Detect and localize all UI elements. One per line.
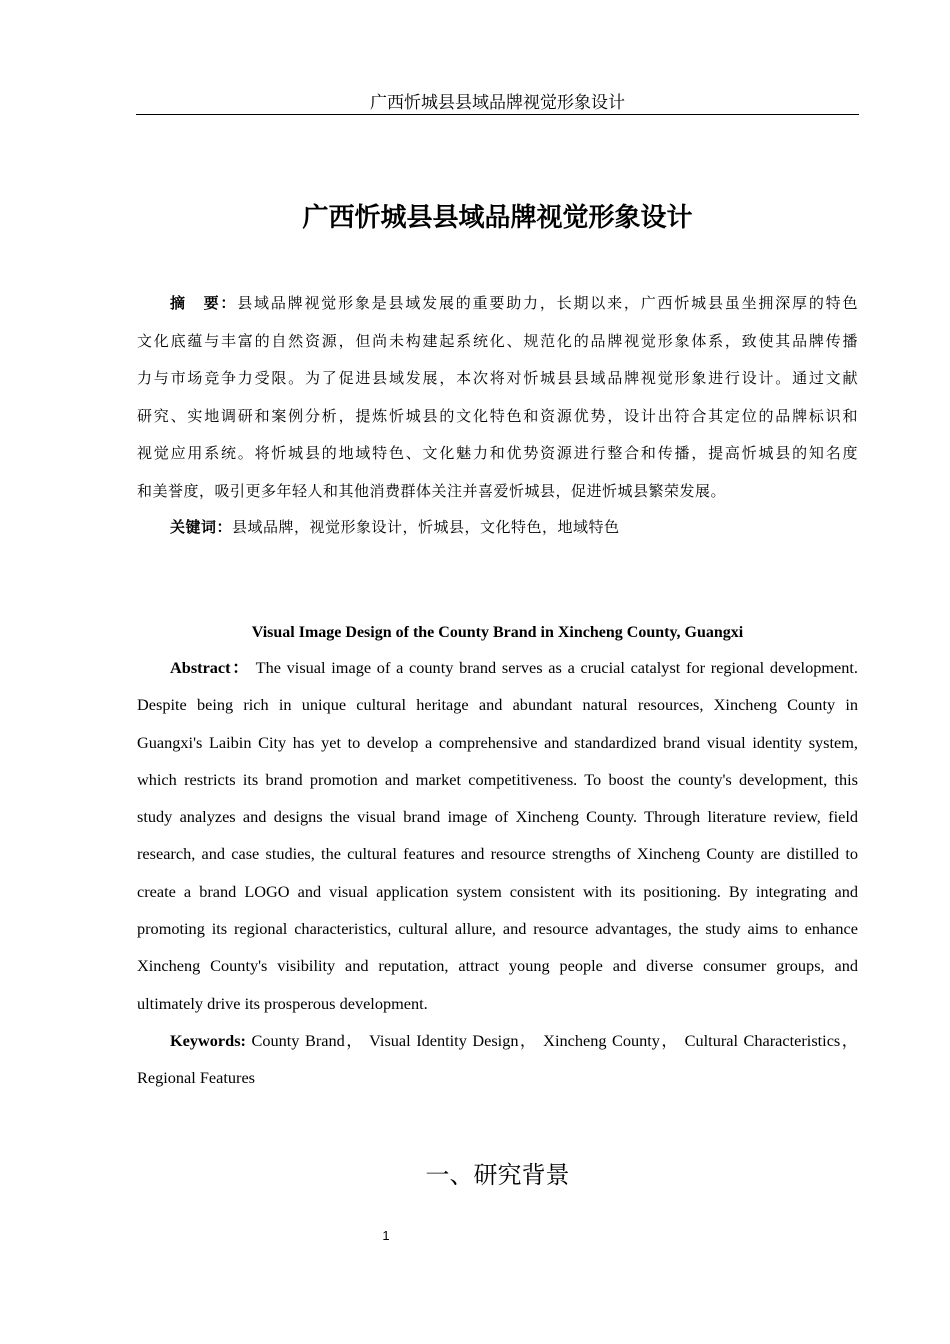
chinese-abstract xyxy=(137,286,858,547)
abstract-line: promoting its regional characteristics, cultural allure, and resource advantages, the study aims to enhance xyxy=(137,919,858,939)
abstract-line: create a brand LOGO and visual application system consistent with its positioning. By integrating and xyxy=(137,881,858,901)
keywords: County Brand， Visual Identity Design， Xincheng County， Cultural Characteristics， xyxy=(245,1030,858,1050)
section-heading: 一、研究背景 xyxy=(425,1161,570,1189)
abstract-line: study analyzes and designs the visual brand image of Xincheng County. Through literature review, field xyxy=(137,807,858,827)
header-rule xyxy=(136,114,859,115)
abstract-line: which restricts its brand promotion and market competitiveness. To boost the county's development, this xyxy=(137,769,858,789)
abstract-line: Guangxi's Laibin City has yet to develop a comprehensive and standardized brand visual identity system, xyxy=(137,732,858,752)
document-title: 广西忻城县县域品牌视觉形象设计 xyxy=(302,203,693,233)
abstract-line: Abstract： The visual image of a county brand serves as a crucial catalyst for regional development. xyxy=(170,658,858,677)
keywords-line xyxy=(137,1022,858,1059)
abstract-line: Xincheng County's visibility and reputation, attract young people and diverse consumer groups, and xyxy=(137,956,858,976)
keywords-line: Regional Features xyxy=(137,1068,256,1088)
abstract-line: 摘 要：县域品牌视觉形象是县域发展的重要助力，长期以来，广西忻城县虽坐拥深厚的特色 xyxy=(170,296,858,312)
abstract-line: 文化底蕴与丰富的自然资源，但尚未构建起系统化、规范化的品牌视觉形象体系，致使其品牌传播 xyxy=(137,333,858,350)
keywords-line xyxy=(137,510,858,548)
keywords: 县域品牌，视觉形象设计，忻城县，文化特色，地域特色 xyxy=(232,519,620,536)
abstract-label: 摘 要： xyxy=(170,296,238,312)
abstract-line: Despite being rich in unique cultural heritage and abundant natural resources, Xincheng County in xyxy=(137,695,858,715)
abstract-line: ultimately drive its prosperous development. xyxy=(137,993,428,1013)
keywords-label: 关键词： xyxy=(170,519,233,536)
abstract-line: 研究、实地调研和案例分析，提炼忻城县的文化特色和资源优势，设计出符合其定位的品牌标识和 xyxy=(137,408,858,425)
abstract-label: Abstract： xyxy=(170,658,251,677)
running-header: 广西忻城县县域品牌视觉形象设计 xyxy=(370,93,625,112)
english-abstract xyxy=(137,649,858,1097)
abstract-line: research, and case studies, the cultural features and resource strengths of Xincheng County are distilled to xyxy=(137,844,858,864)
abstract-line: 和美誉度，吸引更多年轻人和其他消费群体关注并喜爱忻城县，促进忻城县繁荣发展。 xyxy=(137,483,727,500)
keywords-label: Keywords: xyxy=(170,1030,246,1050)
english-title: Visual Image Design of the County Brand in Xincheng County, Guangxi xyxy=(251,624,744,641)
abstract-line: 视觉应用系统。将忻城县的地域特色、文化魅力和优势资源进行整合和传播，提高忻城县的知名度 xyxy=(137,446,858,463)
page-number: 1 xyxy=(382,1228,390,1243)
abstract-line: 力与市场竞争力受限。为了促进县域发展，本次将对忻城县县域品牌视觉形象进行设计。通过文献 xyxy=(137,371,858,388)
